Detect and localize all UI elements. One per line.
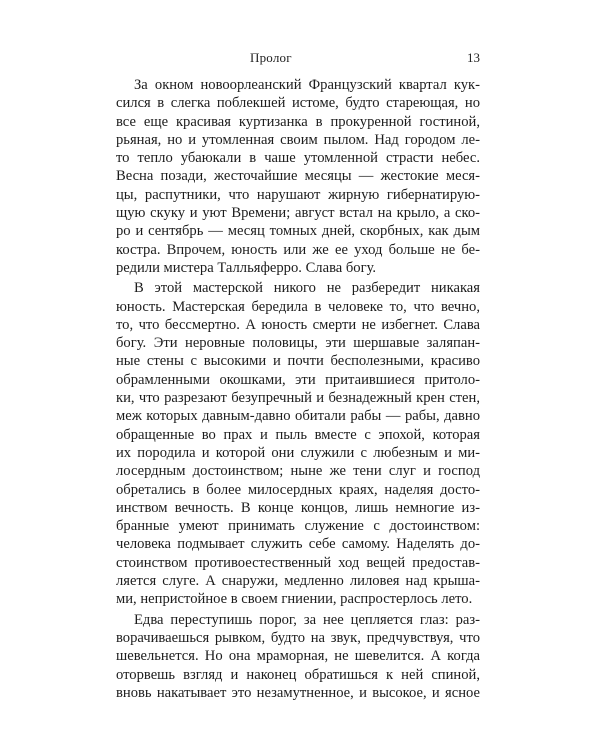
paragraph-2 — [116, 279, 480, 608]
text-line: костра. Впрочем, юность или же ее уход больше не бе- — [116, 241, 480, 258]
text-line: редили мистера Талльяферро. Слава богу. — [116, 259, 377, 276]
text-line: все еще красивая куртизанка в прокуренной гостиной, — [116, 113, 480, 130]
text-line: то, что бессмертно. А юность смерти не избегнет. Слава — [116, 316, 480, 333]
text-line: В этой мастерской никого не разбередит никакая — [134, 280, 480, 297]
text-line: лосердным достоинством; ныне же тени слуг и господ — [116, 463, 480, 480]
text-line: цы, распутники, что нарушают жирную гибернатирую- — [116, 186, 480, 203]
text-line: щую скуку и уют Времени; август встал на крыло, а ско- — [116, 205, 480, 222]
text-line: обретались в более милосердных краях, наделяя досто- — [116, 481, 480, 498]
page-number: 13 — [467, 50, 480, 65]
text-line: Весна позади, жесточайшие месяцы — жестокие меся- — [116, 168, 480, 185]
text-line: вновь накатывает это незамутненное, и высокое, и ясное — [116, 684, 480, 701]
paragraph-3 — [116, 611, 480, 702]
running-head — [110, 50, 480, 70]
text-line: ляется слуге. А снаружи, медленно лиловея над крыша- — [116, 573, 480, 590]
text-line: оторвешь взгляд и наконец обратишься к ней спиной, — [116, 666, 480, 683]
text-line: меж которых давным-давно обитали рабы — рабы, давно — [116, 408, 480, 425]
text-line: ные стены с высокими и почти бесполезными, красиво — [116, 353, 480, 370]
text-line: богу. Эти неровные половицы, эти шершавые заляпан- — [116, 335, 480, 352]
text-line: За окном новоорлеанский Французский квартал кук- — [134, 77, 480, 93]
text-line: стоинством противоестественный ход вещей предостав- — [116, 554, 480, 571]
text-line: инством вечность. В конце концов, лишь немногие из- — [116, 499, 480, 516]
text-line: их породила и которой они служили с любезным и ми- — [116, 444, 480, 461]
text-line: ворачиваешься рывком, будто на звук, предчувствуя, что — [116, 629, 480, 646]
paragraph-1 — [116, 76, 480, 277]
text-line: юность. Мастерская бередила в человеке то, что вечно, — [116, 298, 480, 315]
text-line: рьяная, но и утомленная своим пылом. Над городом ле- — [116, 131, 480, 148]
text-line: бранные умеют принимать служение с достоинством: — [116, 518, 480, 535]
text-line: ки, что разрезают безупречный и безнадежный крен стен, — [116, 390, 480, 407]
text-line: сился в слегка поблекшей истоме, будто стареющая, но — [116, 95, 480, 112]
body-text — [116, 76, 480, 704]
text-line: ми, непристойное в своем гниении, распростерлось лето. — [116, 591, 473, 608]
text-line: обрамленными окошками, эти притаившиеся притоло- — [116, 371, 480, 388]
text-line: ро и сентябрь — месяц томных дней, скорбных, как дым — [116, 223, 480, 240]
text-line: обращенные во прах и пыль вместе с эпохой, которая — [116, 426, 480, 443]
text-line: то тепло убаюкали в чаше утомленной страсти небес. — [116, 150, 480, 167]
chapter-title: Пролог — [250, 50, 292, 65]
text-line: шевельнется. Но она мраморная, не шевелится. А когда — [116, 648, 480, 665]
text-line: Едва переступишь порог, за нее цепляется глаз: раз- — [134, 611, 480, 628]
text-line: человека подмывает служить себе самому. Наделять до- — [116, 536, 480, 553]
